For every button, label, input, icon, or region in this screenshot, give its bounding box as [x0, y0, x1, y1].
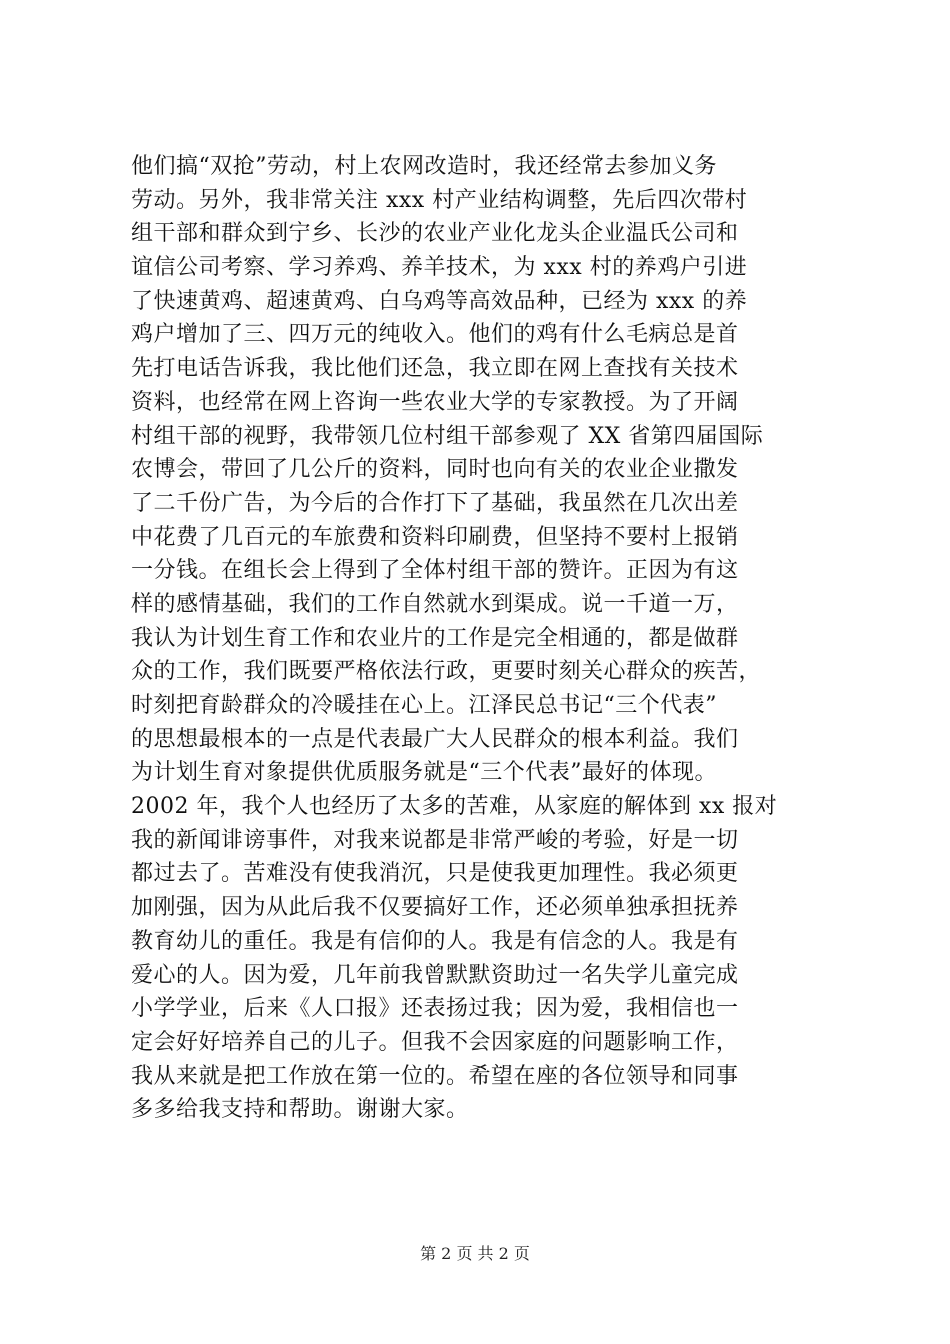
text-line: 爱心的人。因为爱，几年前我曾默默资助过一名失学儿童完成 [131, 962, 739, 988]
text-line: 小学学业，后来《人口报》还表扬过我；因为爱，我相信也一 [131, 996, 739, 1022]
text-line: 我认为计划生育工作和农业片的工作是完全相通的，都是做群 [131, 625, 739, 651]
text-line: 谊信公司考察、学习养鸡、养羊技术，为 xxx 村的养鸡户引进 [131, 255, 748, 281]
text-line: 样的感情基础，我们的工作自然就水到渠成。说一千道一万， [131, 591, 739, 617]
text-line: 时刻把育龄群众的冷暖挂在心上。江泽民总书记“三个代表” [131, 693, 717, 718]
text-line: 先打电话告诉我，我比他们还急，我立即在网上查找有关技术 [131, 356, 739, 382]
text-line: 多多给我支持和帮助。谢谢大家。 [131, 1097, 469, 1123]
text-line: 2002 年，我个人也经历了太多的苦难，从家庭的解体到 xx 报对 [131, 794, 778, 820]
page-footer: 第 2 页 共 2 页 [420, 1244, 530, 1263]
text-line: 村组干部的视野，我带领几位村组干部参观了 XX 省第四届国际 [131, 423, 764, 449]
text-line: 加刚强，因为从此后我不仅要搞好工作，还必须单独承担抚养 [131, 895, 739, 921]
text-line: 我的新闻诽谤事件，对我来说都是非常严峻的考验，好是一切 [131, 827, 739, 853]
text-line: 中花费了几百元的车旅费和资料印刷费，但坚持不要村上报销 [131, 524, 739, 550]
text-line: 他们搞“双抢”劳动，村上农网改造时，我还经常去参加义务 [131, 154, 717, 179]
text-line: 资料，也经常在网上咨询一些农业大学的专家教授。为了开阔 [131, 389, 739, 415]
text-line: 了快速黄鸡、超速黄鸡、白乌鸡等高效品种，已经为 xxx 的养 [131, 288, 748, 314]
body-text [131, 150, 831, 1127]
text-line: 我从来就是把工作放在第一位的。希望在座的各位领导和同事 [131, 1063, 739, 1089]
text-line: 都过去了。苦难没有使我消沉，只是使我更加理性。我必须更 [131, 861, 739, 887]
text-line: 农博会，带回了几公斤的资料，同时也向有关的农业企业撒发 [131, 457, 739, 483]
text-line: 为计划生育对象提供优质服务就是“三个代表”最好的体现。 [131, 760, 717, 786]
text-line: 众的工作，我们既要严格依法行政，更要时刻关心群众的疾苦， [131, 659, 762, 685]
text-line: 组干部和群众到宁乡、长沙的农业产业化龙头企业温氏公司和 [131, 221, 739, 247]
text-line: 的思想最根本的一点是代表最广大人民群众的根本利益。我们 [131, 726, 739, 752]
text-line: 劳动。另外，我非常关注 xxx 村产业结构调整，先后四次带村 [131, 187, 748, 213]
text-line: 了二千份广告，为今后的合作打下了基础，我虽然在几次出差 [131, 490, 739, 516]
text-line: 一分钱。在组长会上得到了全体村组干部的赞许。正因为有这 [131, 558, 739, 584]
text-line: 教育幼儿的重任。我是有信仰的人。我是有信念的人。我是有 [131, 928, 739, 954]
text-line: 鸡户增加了三、四万元的纯收入。他们的鸡有什么毛病总是首 [131, 322, 739, 348]
text-line: 定会好好培养自己的儿子。但我不会因家庭的问题影响工作， [131, 1029, 739, 1055]
